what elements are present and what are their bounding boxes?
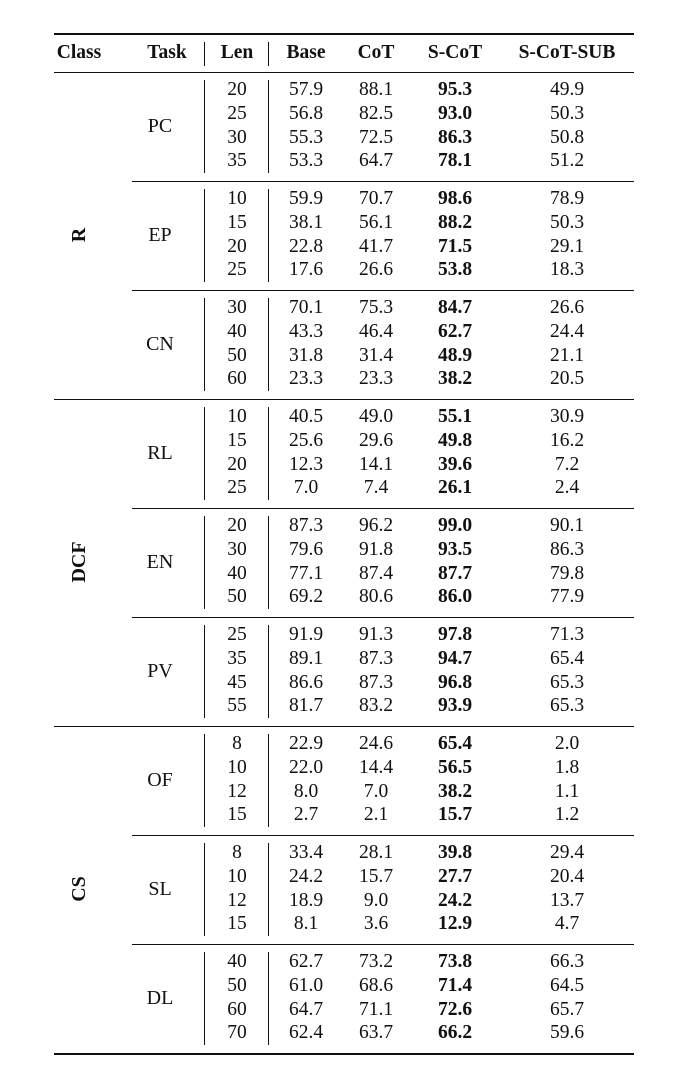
cell-cot: 7.4 <box>363 477 389 499</box>
cell-scot: 53.8 <box>437 259 473 281</box>
cell-cot: 87.4 <box>358 562 394 584</box>
cell-base: 24.2 <box>288 865 324 887</box>
cell-base: 7.0 <box>293 477 319 499</box>
cell-cot: 82.5 <box>358 102 394 124</box>
cell-cot: 68.6 <box>358 974 394 996</box>
cell-scot: 55.1 <box>437 406 473 427</box>
cell-base: 2.7 <box>293 804 319 826</box>
cell-cot: 2.1 <box>363 804 389 826</box>
cell-scot: 93.5 <box>437 538 473 560</box>
cell-cot: 26.6 <box>358 259 394 281</box>
header-class: Class <box>56 42 102 63</box>
cell-scot: 48.9 <box>437 344 473 366</box>
cell-len: 8 <box>232 842 242 863</box>
len-divider-right <box>268 298 269 391</box>
task-label: SL <box>148 877 172 900</box>
cell-len: 10 <box>227 188 247 209</box>
len-divider-left <box>204 952 205 1045</box>
cell-len: 10 <box>227 756 247 778</box>
cell-scot: 93.9 <box>437 695 473 717</box>
cell-base: 62.4 <box>288 1022 324 1044</box>
cell-scot: 99.0 <box>437 515 473 536</box>
cell-cot: 3.6 <box>363 913 389 935</box>
cell-len: 20 <box>227 235 247 257</box>
cell-sub: 50.3 <box>549 211 585 233</box>
task-label: PC <box>147 114 173 137</box>
cell-base: 59.9 <box>288 188 324 209</box>
cell-sub: 65.3 <box>549 671 585 693</box>
cell-scot: 49.8 <box>437 429 473 451</box>
cell-base: 61.0 <box>288 974 324 996</box>
len-divider-right <box>268 516 269 609</box>
cell-sub: 16.2 <box>549 429 585 451</box>
cell-cot: 24.6 <box>358 733 394 754</box>
cell-scot: 39.8 <box>437 842 473 863</box>
cell-sub: 18.3 <box>549 259 585 281</box>
cell-base: 55.3 <box>288 126 324 148</box>
cell-len: 12 <box>227 889 247 911</box>
header-scot: S-CoT <box>427 42 483 63</box>
cell-sub: 1.1 <box>554 780 580 802</box>
cell-cot: 49.0 <box>358 406 394 427</box>
cell-sub: 7.2 <box>554 453 580 475</box>
cell-base: 25.6 <box>288 429 324 451</box>
cell-scot: 65.4 <box>437 733 473 754</box>
cell-len: 50 <box>227 344 247 366</box>
cell-sub: 49.9 <box>549 79 585 100</box>
class-separator-rule <box>54 726 634 727</box>
cell-scot: 27.7 <box>437 865 473 887</box>
top-rule <box>54 33 634 35</box>
cell-base: 64.7 <box>288 998 324 1020</box>
len-divider-left <box>204 298 205 391</box>
cell-scot: 56.5 <box>437 756 473 778</box>
cell-sub: 71.3 <box>549 624 585 645</box>
cell-len: 15 <box>227 804 247 826</box>
cell-cot: 46.4 <box>358 320 394 342</box>
cell-len: 8 <box>232 733 242 754</box>
cell-base: 8.0 <box>293 780 319 802</box>
cell-cot: 72.5 <box>358 126 394 148</box>
len-divider-right <box>268 407 269 500</box>
cell-len: 70 <box>227 1022 247 1044</box>
cell-len: 30 <box>227 538 247 560</box>
cell-base: 91.9 <box>288 624 324 645</box>
cell-scot: 38.2 <box>437 368 473 390</box>
cell-scot: 39.6 <box>437 453 473 475</box>
cell-len: 30 <box>227 297 247 318</box>
bottom-rule <box>54 1053 634 1055</box>
task-separator-rule <box>132 617 634 618</box>
cell-sub: 86.3 <box>549 538 585 560</box>
cell-len: 25 <box>227 102 247 124</box>
cell-len: 50 <box>227 974 247 996</box>
cell-base: 86.6 <box>288 671 324 693</box>
len-divider-left <box>204 407 205 500</box>
cell-base: 57.9 <box>288 79 324 100</box>
cell-len: 15 <box>227 913 247 935</box>
cell-sub: 51.2 <box>549 150 585 172</box>
cell-sub: 20.4 <box>549 865 585 887</box>
cell-cot: 9.0 <box>363 889 389 911</box>
cell-base: 23.3 <box>288 368 324 390</box>
cell-cot: 87.3 <box>358 647 394 669</box>
cell-scot: 87.7 <box>437 562 473 584</box>
cell-cot: 96.2 <box>358 515 394 536</box>
cell-len: 20 <box>227 453 247 475</box>
cell-base: 62.7 <box>288 951 324 972</box>
len-divider-left <box>204 516 205 609</box>
cell-len: 35 <box>227 150 247 172</box>
cell-cot: 31.4 <box>358 344 394 366</box>
cell-sub: 1.2 <box>554 804 580 826</box>
cell-base: 79.6 <box>288 538 324 560</box>
cell-sub: 64.5 <box>549 974 585 996</box>
task-separator-rule <box>132 290 634 291</box>
cell-scot: 15.7 <box>437 804 473 826</box>
class-label: CS <box>68 875 90 902</box>
cell-scot: 72.6 <box>437 998 473 1020</box>
cell-scot: 71.4 <box>437 974 473 996</box>
cell-scot: 93.0 <box>437 102 473 124</box>
cell-base: 38.1 <box>288 211 324 233</box>
len-divider-left <box>204 734 205 827</box>
cell-cot: 73.2 <box>358 951 394 972</box>
cell-cot: 91.8 <box>358 538 394 560</box>
cell-sub: 66.3 <box>549 951 585 972</box>
cell-cot: 56.1 <box>358 211 394 233</box>
cell-sub: 65.3 <box>549 695 585 717</box>
cell-cot: 70.7 <box>358 188 394 209</box>
len-divider-left <box>204 625 205 718</box>
cell-len: 60 <box>227 368 247 390</box>
cell-sub: 77.9 <box>549 586 585 608</box>
task-label: OF <box>147 768 173 791</box>
cell-len: 35 <box>227 647 247 669</box>
cell-scot: 95.3 <box>437 79 473 100</box>
cell-cot: 28.1 <box>358 842 394 863</box>
task-label: DL <box>146 986 174 1009</box>
cell-scot: 86.3 <box>437 126 473 148</box>
cell-base: 8.1 <box>293 913 319 935</box>
header-len: Len <box>220 42 254 63</box>
cell-sub: 29.4 <box>549 842 585 863</box>
cell-cot: 71.1 <box>358 998 394 1020</box>
cell-len: 45 <box>227 671 247 693</box>
cell-base: 53.3 <box>288 150 324 172</box>
cell-base: 22.8 <box>288 235 324 257</box>
task-separator-rule <box>132 508 634 509</box>
task-label: EP <box>148 223 172 246</box>
cell-sub: 59.6 <box>549 1022 585 1044</box>
cell-base: 22.9 <box>288 733 324 754</box>
cell-base: 69.2 <box>288 586 324 608</box>
cell-len: 25 <box>227 624 247 645</box>
cell-scot: 98.6 <box>437 188 473 209</box>
cell-sub: 29.1 <box>549 235 585 257</box>
cell-scot: 71.5 <box>437 235 473 257</box>
cell-len: 30 <box>227 126 247 148</box>
cell-sub: 24.4 <box>549 320 585 342</box>
cell-len: 60 <box>227 998 247 1020</box>
cell-base: 89.1 <box>288 647 324 669</box>
cell-len: 50 <box>227 586 247 608</box>
len-divider-left <box>204 80 205 173</box>
cell-scot: 84.7 <box>437 297 473 318</box>
task-label: CN <box>146 332 174 355</box>
cell-cot: 14.4 <box>358 756 394 778</box>
cell-sub: 78.9 <box>549 188 585 209</box>
cell-sub: 13.7 <box>549 889 585 911</box>
cell-scot: 62.7 <box>437 320 473 342</box>
cell-cot: 15.7 <box>358 865 394 887</box>
header-rule <box>54 72 634 73</box>
cell-sub: 79.8 <box>549 562 585 584</box>
header-divider-right <box>268 42 269 66</box>
cell-len: 12 <box>227 780 247 802</box>
len-divider-left <box>204 189 205 282</box>
cell-scot: 86.0 <box>437 586 473 608</box>
task-label: PV <box>147 659 173 682</box>
cell-sub: 26.6 <box>549 297 585 318</box>
task-separator-rule <box>132 835 634 836</box>
cell-cot: 91.3 <box>358 624 394 645</box>
cell-base: 33.4 <box>288 842 324 863</box>
cell-sub: 21.1 <box>549 344 585 366</box>
header-divider-left <box>204 42 205 66</box>
cell-scot: 73.8 <box>437 951 473 972</box>
cell-scot: 97.8 <box>437 624 473 645</box>
cell-len: 25 <box>227 259 247 281</box>
cell-len: 20 <box>227 515 247 536</box>
cell-base: 31.8 <box>288 344 324 366</box>
len-divider-left <box>204 843 205 936</box>
task-separator-rule <box>132 181 634 182</box>
cell-cot: 23.3 <box>358 368 394 390</box>
cell-base: 18.9 <box>288 889 324 911</box>
cell-cot: 64.7 <box>358 150 394 172</box>
cell-len: 15 <box>227 429 247 451</box>
cell-cot: 80.6 <box>358 586 394 608</box>
cell-base: 81.7 <box>288 695 324 717</box>
cell-scot: 12.9 <box>437 913 473 935</box>
task-separator-rule <box>132 944 634 945</box>
class-label: R <box>68 227 90 242</box>
cell-sub: 2.4 <box>554 477 580 499</box>
cell-cot: 63.7 <box>358 1022 394 1044</box>
cell-len: 10 <box>227 865 247 887</box>
cell-scot: 88.2 <box>437 211 473 233</box>
cell-len: 40 <box>227 320 247 342</box>
cell-len: 40 <box>227 951 247 972</box>
len-divider-right <box>268 734 269 827</box>
cell-sub: 30.9 <box>549 406 585 427</box>
cell-base: 87.3 <box>288 515 324 536</box>
cell-cot: 41.7 <box>358 235 394 257</box>
cell-cot: 75.3 <box>358 297 394 318</box>
len-divider-right <box>268 952 269 1045</box>
class-label: DCF <box>68 541 90 583</box>
cell-cot: 14.1 <box>358 453 394 475</box>
cell-sub: 50.3 <box>549 102 585 124</box>
len-divider-right <box>268 189 269 282</box>
cell-base: 56.8 <box>288 102 324 124</box>
cell-base: 17.6 <box>288 259 324 281</box>
header-task: Task <box>147 42 187 63</box>
cell-sub: 50.8 <box>549 126 585 148</box>
cell-base: 40.5 <box>288 406 324 427</box>
cell-len: 15 <box>227 211 247 233</box>
cell-cot: 88.1 <box>358 79 394 100</box>
header-base: Base <box>286 42 326 63</box>
cell-len: 20 <box>227 79 247 100</box>
cell-sub: 4.7 <box>554 913 580 935</box>
cell-sub: 90.1 <box>549 515 585 536</box>
cell-len: 25 <box>227 477 247 499</box>
cell-sub: 20.5 <box>549 368 585 390</box>
cell-len: 10 <box>227 406 247 427</box>
cell-sub: 65.7 <box>549 998 585 1020</box>
cell-sub: 2.0 <box>554 733 580 754</box>
cell-base: 77.1 <box>288 562 324 584</box>
cell-len: 55 <box>227 695 247 717</box>
cell-cot: 29.6 <box>358 429 394 451</box>
cell-cot: 7.0 <box>363 780 389 802</box>
cell-scot: 38.2 <box>437 780 473 802</box>
cell-base: 70.1 <box>288 297 324 318</box>
cell-scot: 24.2 <box>437 889 473 911</box>
cell-scot: 26.1 <box>437 477 473 499</box>
header-cot: CoT <box>357 42 395 63</box>
len-divider-right <box>268 843 269 936</box>
cell-base: 12.3 <box>288 453 324 475</box>
cell-base: 43.3 <box>288 320 324 342</box>
cell-scot: 66.2 <box>437 1022 473 1044</box>
cell-len: 40 <box>227 562 247 584</box>
cell-scot: 96.8 <box>437 671 473 693</box>
cell-cot: 87.3 <box>358 671 394 693</box>
cell-sub: 1.8 <box>554 756 580 778</box>
len-divider-right <box>268 80 269 173</box>
cell-scot: 78.1 <box>437 150 473 172</box>
results-table <box>54 0 634 1088</box>
header-scot-sub: S-CoT-SUB <box>518 42 616 63</box>
task-label: RL <box>147 441 173 464</box>
cell-sub: 65.4 <box>549 647 585 669</box>
len-divider-right <box>268 625 269 718</box>
class-separator-rule <box>54 399 634 400</box>
cell-base: 22.0 <box>288 756 324 778</box>
cell-scot: 94.7 <box>437 647 473 669</box>
cell-cot: 83.2 <box>358 695 394 717</box>
task-label: EN <box>146 550 174 573</box>
